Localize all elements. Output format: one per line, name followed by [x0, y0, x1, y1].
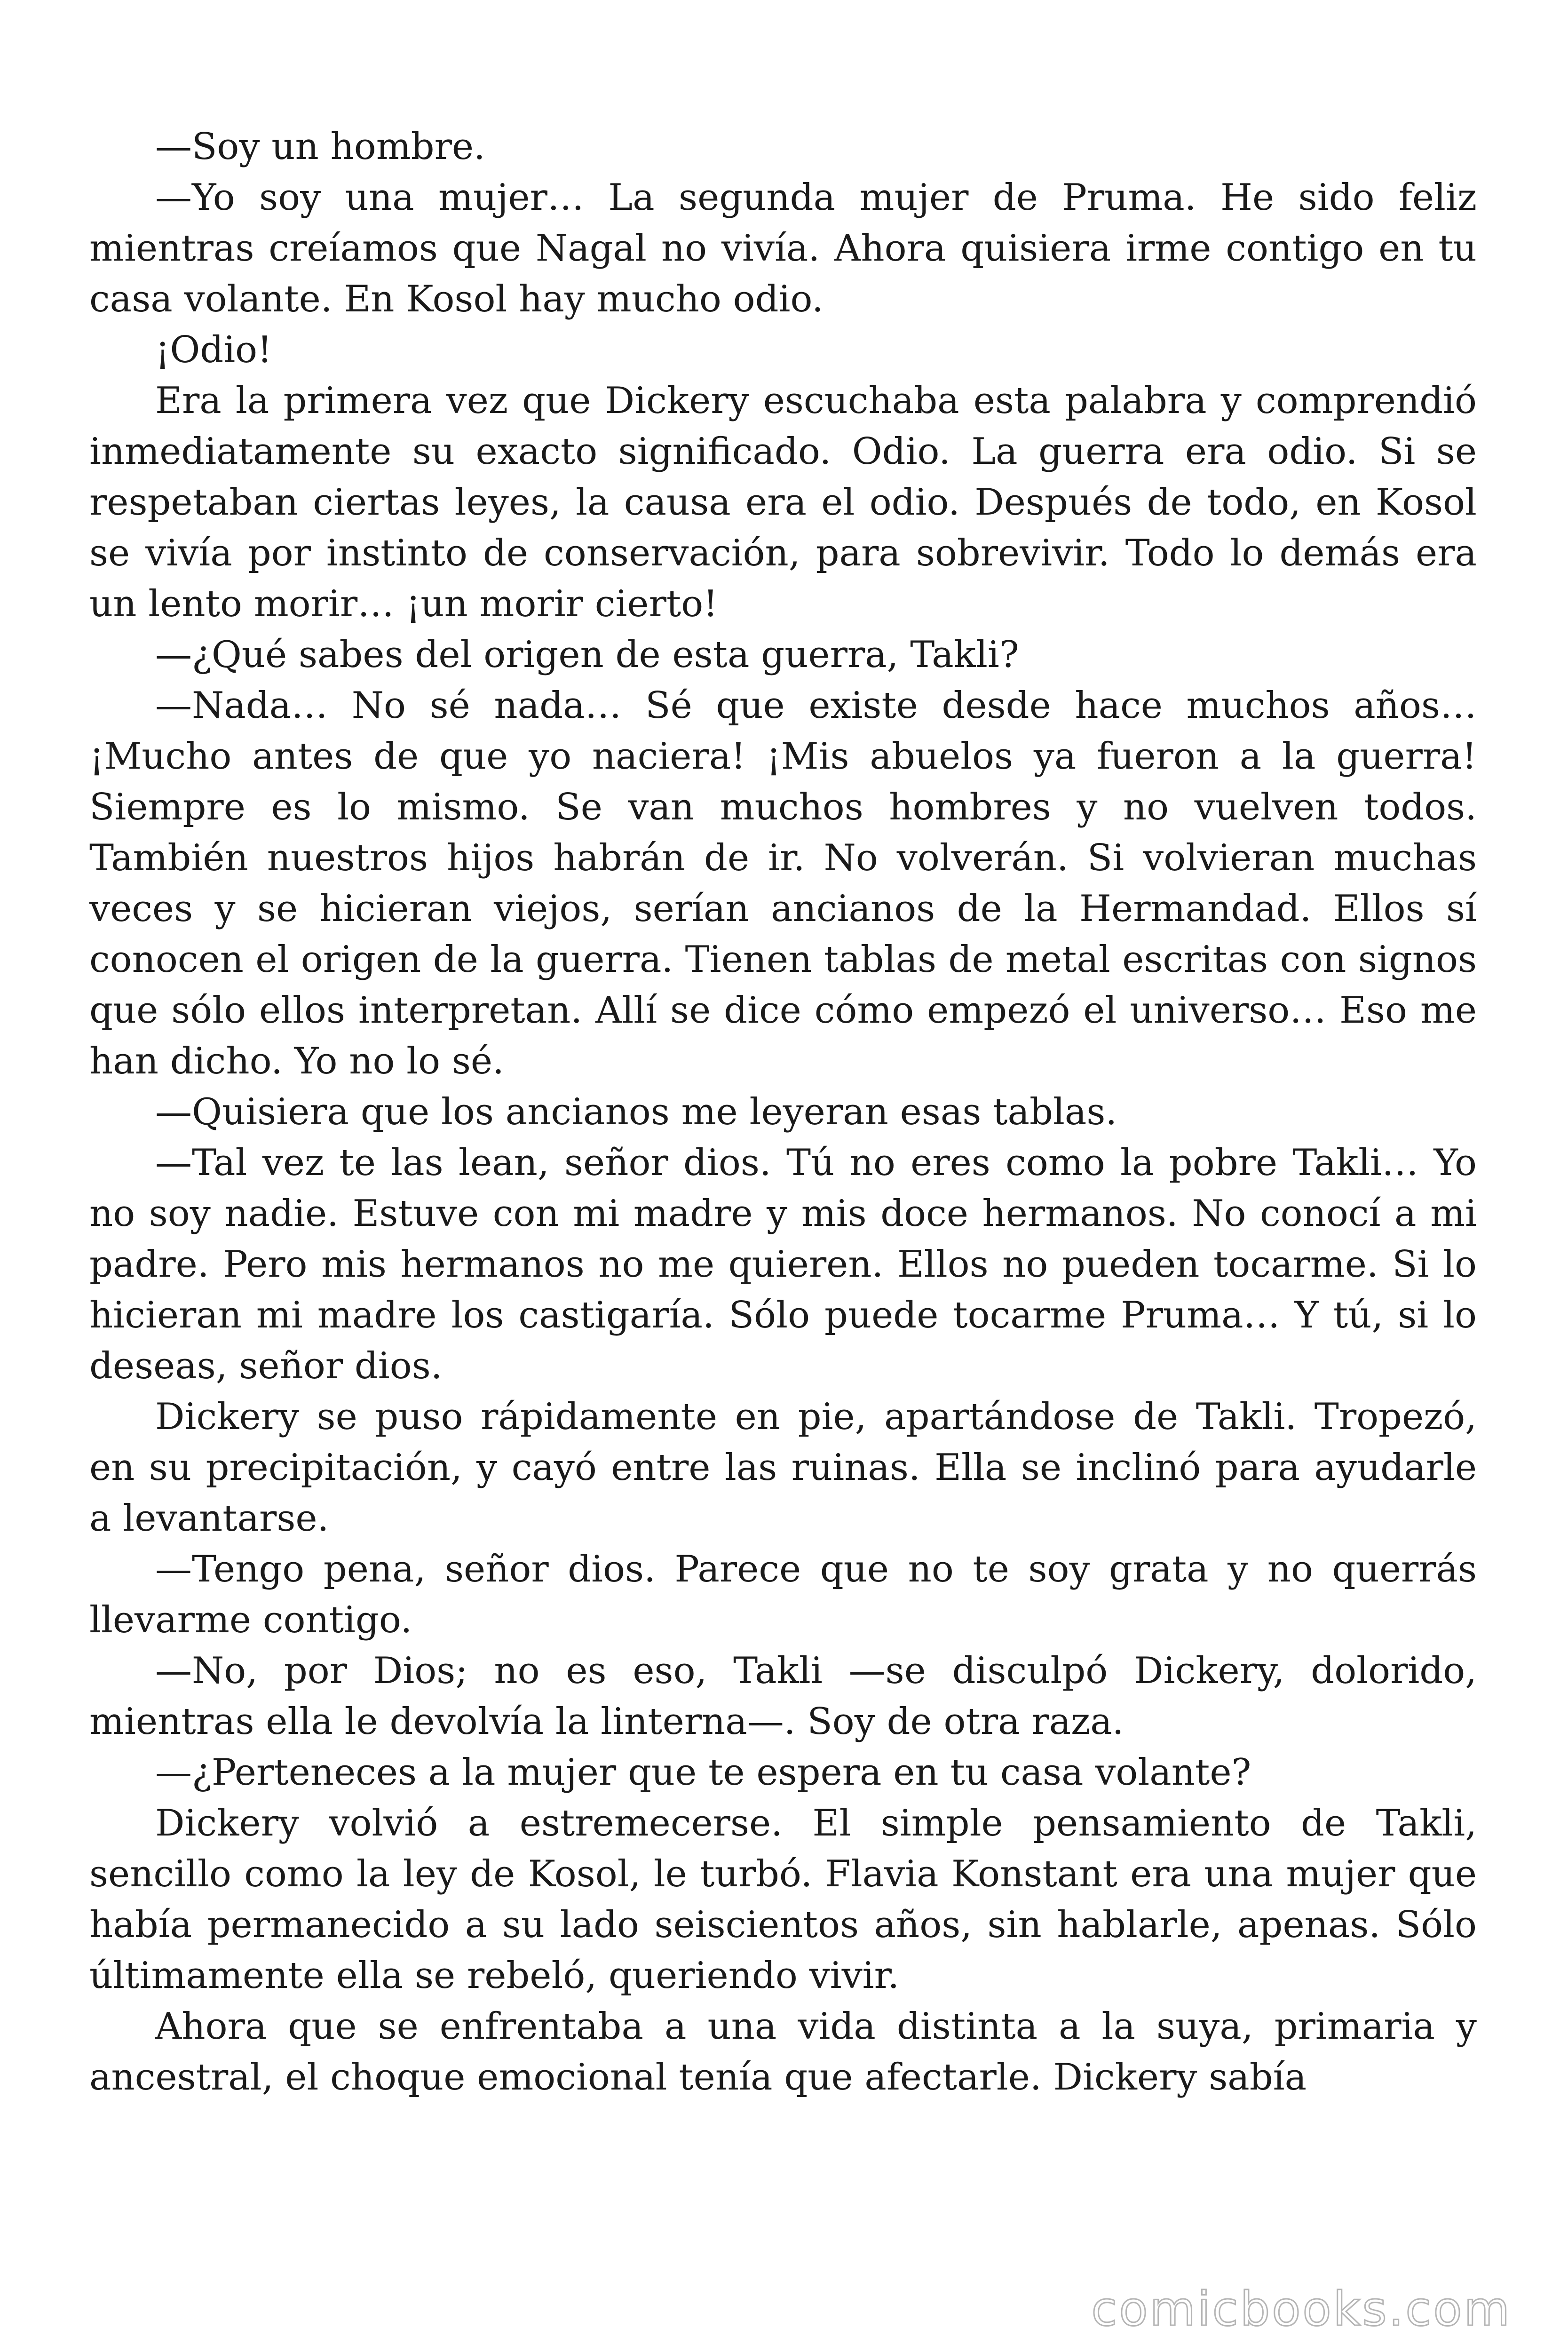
paragraph: —Tal vez te las lean, señor dios. Tú no eres como la pobre Takli… Yo no soy nadie. Estuve con mi madre y mis doce hermanos. No conocí a mi padre. Pero mis hermanos no me quieren. Ellos no pueden tocarme. Si lo hicieran mi madre los castigaría. Sólo puede tocarme Pruma… Y tú, si lo deseas, señor dios. — [89, 1142, 1477, 1387]
paragraph: —Soy un hombre. — [155, 126, 485, 168]
paragraph: —Nada… No sé nada… Sé que existe desde hace muchos años… ¡Mucho antes de que yo naciera! ¡Mis abuelos ya fueron a la guerra! Siempre es lo mismo. Se van muchos hombres y no vuelven todos. También nuestros hijos habrán de ir. No volverán. Si volvieran muchas veces y se hicieran viejos, serían ancianos de la Hermandad. Ellos sí conocen el origen de la guerra. Tienen tablas de metal escritas con signos que sólo ellos interpretan. Allí se dice cómo empezó el universo… Eso me han dicho. Yo no lo sé. — [89, 684, 1477, 1082]
paragraph: Dickery volvió a estremecerse. El simple pensamiento de Takli, sencillo como la ley de Kosol, le turbó. Flavia Konstant era una mujer que había permanecido a su lado seiscientos años, sin hablarle, apenas. Sólo últimamente ella se rebeló, queriendo vivir. — [89, 1802, 1477, 1997]
paragraph: —¿Qué sabes del origen de esta guerra, Takli? — [155, 634, 1019, 676]
paragraph: —¿Perteneces a la mujer que te espera en tu casa volante? — [155, 1751, 1251, 1794]
paragraph: Era la primera vez que Dickery escuchaba esta palabra y comprendió inmediatamente su exacto significado. Odio. La guerra era odio. Si se respetaban ciertas leyes, la causa era el odio. Después de todo, en Kosol se vivía por instinto de conservación, para sobrevivir. Todo lo demás era un lento morir… ¡un morir cierto! — [89, 380, 1477, 625]
book-page-text — [89, 121, 1477, 2103]
watermark: comicbooks.com — [1091, 2281, 1512, 2336]
paragraph: —Quisiera que los ancianos me leyeran esas tablas. — [155, 1091, 1117, 1133]
paragraph: —Yo soy una mujer… La segunda mujer de Pruma. He sido feliz mientras creíamos que Nagal no vivía. Ahora quisiera irme contigo en tu casa volante. En Kosol hay mucho odio. — [89, 176, 1477, 320]
paragraph: ¡Odio! — [155, 329, 272, 371]
paragraph: —No, por Dios; no es eso, Takli —se disculpó Dickery, dolorido, mientras ella le devolvía la linterna—. Soy de otra raza. — [89, 1650, 1477, 1743]
paragraph: Dickery se puso rápidamente en pie, apartándose de Takli. Tropezó, en su precipitación, y cayó entre las ruinas. Ella se inclinó para ayudarle a levantarse. — [89, 1396, 1477, 1540]
paragraph: —Tengo pena, señor dios. Parece que no te soy grata y no querrás llevarme contigo. — [89, 1548, 1477, 1641]
paragraph: Ahora que se enfrentaba a una vida distinta a la suya, primaria y ancestral, el choque emocional tenía que afectarle. Dickery sabía — [89, 2005, 1477, 2098]
